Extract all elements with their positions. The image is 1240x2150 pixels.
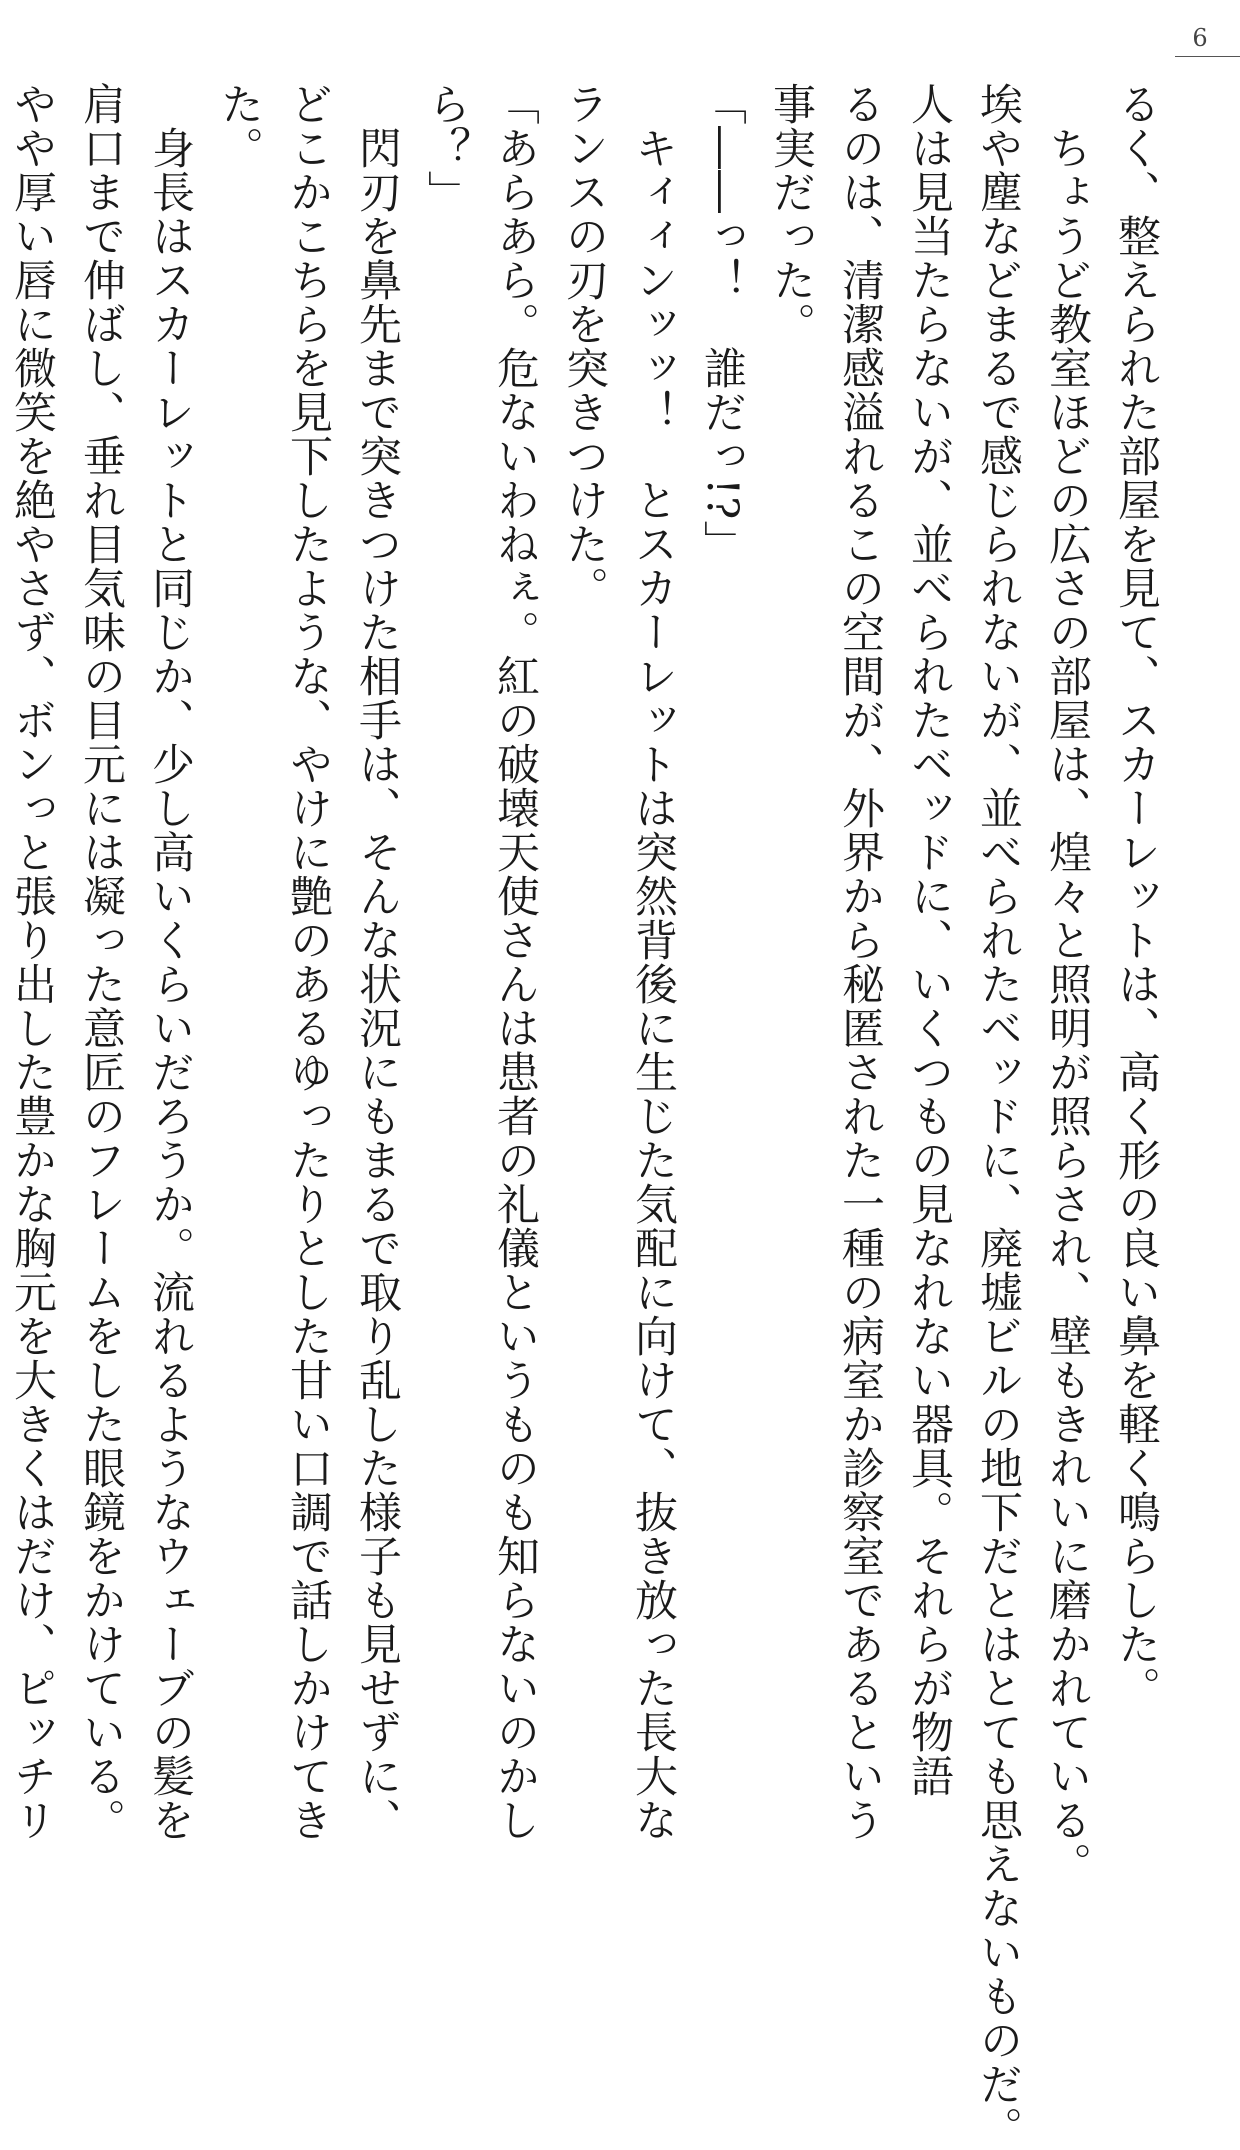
text-line: やや厚い唇に微笑を絶やさず、ボンっと張り出した豊かな胸元を大きくはだけ、ピッチリ [7,82,57,1842]
text-line: 事実だった。 [766,82,816,346]
text-line: るのは、清潔感溢れるこの空間が、外界から秘匿された一種の病室か診察室であるという [835,82,885,1842]
text-line: ランスの刃を突きつけた。 [559,82,609,610]
text-line: 「あらあら。危ないわねぇ。紅の破壊天使さんは患者の礼儀というものも知らないのかし [490,82,540,1842]
text-line: ちょうど教室ほどの広さの部屋は、煌々と照明が照らされ、壁もきれいに磨かれている。 [1042,82,1092,1886]
text-line: 「――っ！ 誰だっ!?」 [697,82,747,565]
text-line: 身長はスカーレットと同じか、少し高いくらいだろうか。流れるようなウェーブの髪を [145,82,195,1842]
text-line: 人は見当たらないが、並べられたベッドに、いくつもの見なれない器具。それらが物語 [904,82,954,1798]
page-number-rule [1175,56,1240,57]
text-line: 肩口まで伸ばし、垂れ目気味の目元には凝った意匠のフレームをした眼鏡をかけている。 [76,82,126,1842]
text-line: 閃刃を鼻先まで突きつけた相手は、そんな状況にもまるで取り乱した様子も見せずに、 [352,82,402,1842]
text-line: キィィンッッ！ とスカーレットは突然背後に生じた気配に向けて、抜き放った長大な [628,82,678,1842]
text-line: た。 [214,82,264,170]
text-line: 埃や塵などまるで感じられないが、並べられたベッドに、廃墟ビルの地下だとはとても思えないものだ。 [973,82,1023,2150]
body-text [0,82,1170,2150]
text-line: どこかこちらを見下したような、やけに艶のあるゆったりとした甘い口調で話しかけてき [283,82,333,1842]
text-line: るく、整えられた部屋を見て、スカーレットは、高く形の良い鼻を軽く鳴らした。 [1111,82,1161,1710]
text-line: ら？」 [421,82,471,214]
page-number: 6 [1192,24,1208,52]
